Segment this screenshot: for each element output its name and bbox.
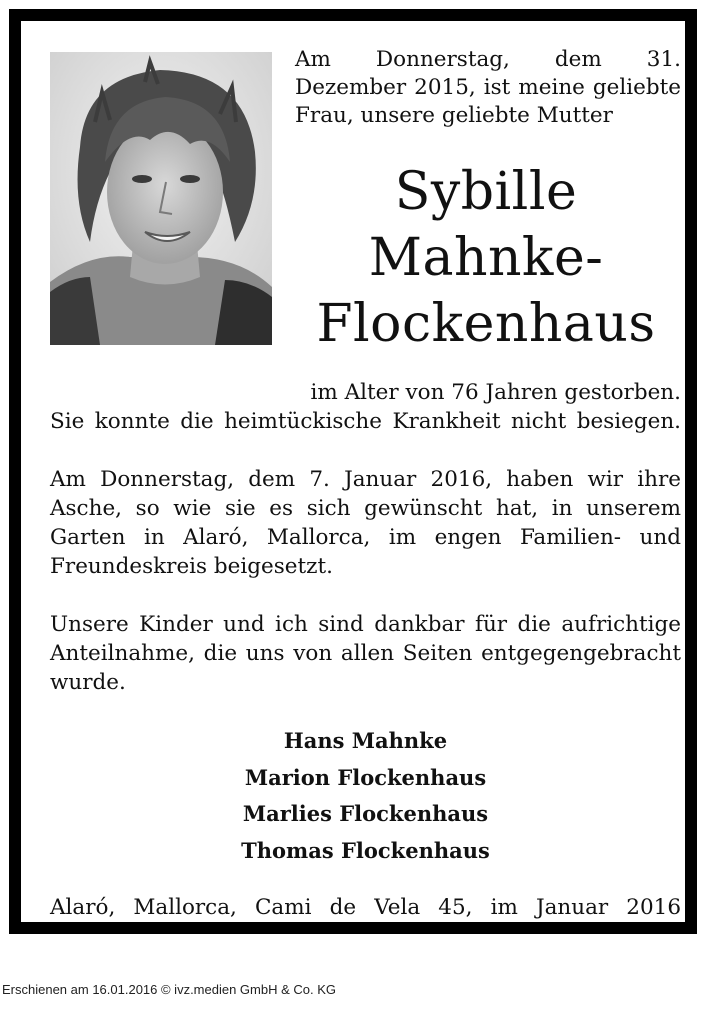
deceased-name [291,159,681,357]
publication-credit: Erschienen am 16.01.2016 © ivz.medien GmbH & Co. KG [2,982,337,997]
signer-name: Marlies Flockenhaus [242,801,489,826]
name-line-3: Flockenhaus [316,294,656,354]
age-line: im Alter von 76 Jahren gestorben. [310,380,681,405]
portrait-image [50,52,272,345]
signers-list [50,723,681,869]
burial-paragraph: Am Donnerstag, dem 7. Januar 2016, haben wir ihre Asche, so wie sie es sich gewünscht hat, in unserem Garten in Alaró, Mallorca, im engen Familien- und Freundeskreis beigesetzt. [50,467,681,579]
signer-name: Hans Mahnke [283,728,448,753]
name-line-2: Mahnke- [368,228,604,288]
signer-name: Thomas Flockenhaus [241,837,490,863]
name-line-1: Sybille [394,162,578,222]
signer-name: Marion Flockenhaus [244,764,487,790]
place-and-date: Alaró, Mallorca, Cami de Vela 45, im Januar 2016 [50,895,681,920]
thanks-paragraph: Unsere Kinder und ich sind dankbar für die aufrichtige Anteilnahme, die uns von allen Seiten entgegengebracht wurde. [50,612,681,695]
intro-text: Am Donnerstag, dem 31. Dezember 2015, ist meine geliebte Frau, unsere geliebte Mutter [295,47,681,128]
portrait-photo [50,52,272,345]
illness-paragraph: Sie konnte die heimtückische Krankheit nicht besiegen. [50,409,681,434]
obituary-frame [9,9,697,934]
